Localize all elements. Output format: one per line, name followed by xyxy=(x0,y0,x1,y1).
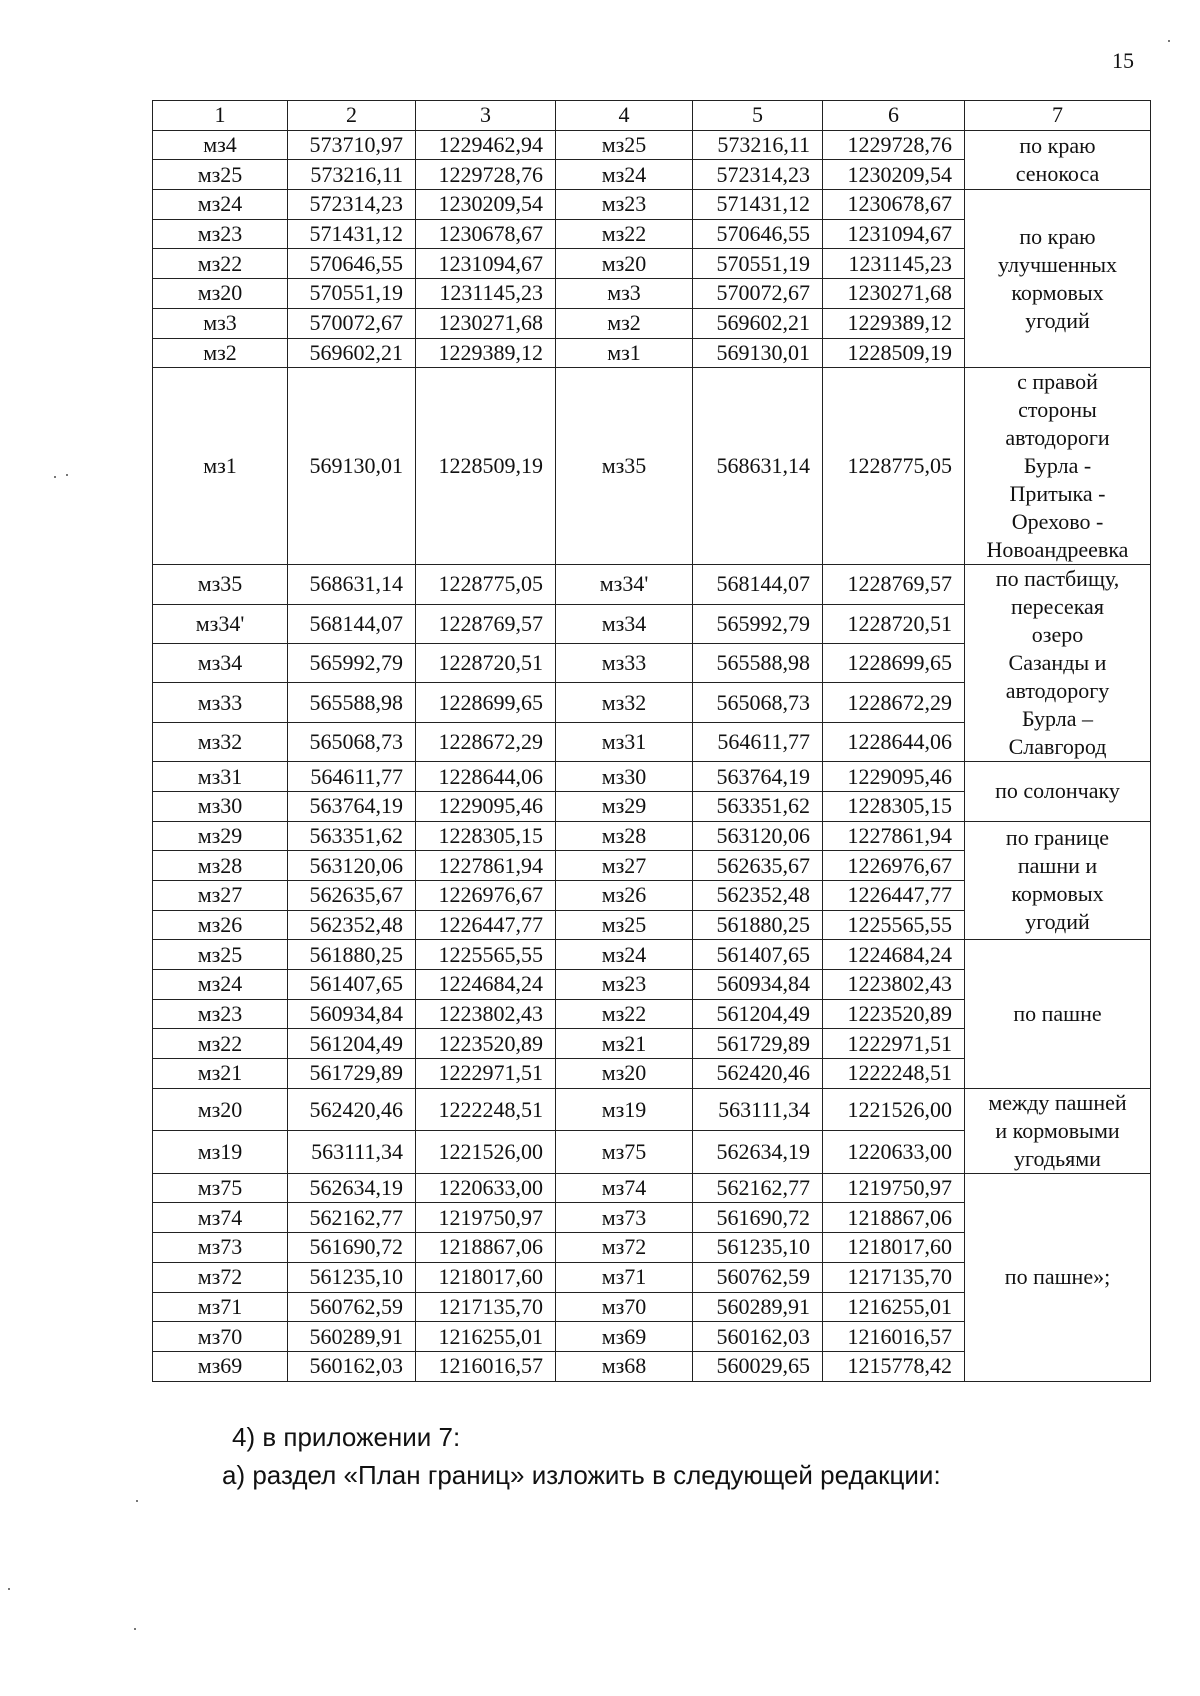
coord-y-to: 1220633,00 xyxy=(823,1131,965,1174)
coord-y-from: 1226447,77 xyxy=(416,910,556,940)
point-to: мз28 xyxy=(556,821,693,851)
coord-x-to: 562420,46 xyxy=(693,1059,823,1089)
point-from: мз70 xyxy=(153,1322,288,1352)
coord-x-from: 570072,67 xyxy=(288,308,416,338)
point-to: мз73 xyxy=(556,1203,693,1233)
point-from: мз34' xyxy=(153,604,288,643)
point-from: мз31 xyxy=(153,762,288,792)
boundary-description xyxy=(965,1088,1151,1173)
coord-x-from: 565588,98 xyxy=(288,683,416,722)
coord-x-from: 573710,97 xyxy=(288,130,416,160)
point-from: мз24 xyxy=(153,190,288,220)
point-from: мз30 xyxy=(153,791,288,821)
coord-y-to: 1229095,46 xyxy=(823,762,965,792)
coord-y-from: 1227861,94 xyxy=(416,851,556,881)
point-from: мз20 xyxy=(153,279,288,309)
coord-x-to: 565588,98 xyxy=(693,643,823,682)
description-line: стороны xyxy=(1018,397,1097,423)
coord-x-to: 560289,91 xyxy=(693,1292,823,1322)
point-from: мз74 xyxy=(153,1203,288,1233)
point-from: мз20 xyxy=(153,1088,288,1131)
description-line: улучшенных xyxy=(997,251,1118,277)
point-to: мз1 xyxy=(556,338,693,368)
coord-y-to: 1224684,24 xyxy=(823,940,965,970)
coord-x-from: 562635,67 xyxy=(288,880,416,910)
coord-y-to: 1217135,70 xyxy=(823,1262,965,1292)
table-row xyxy=(153,762,1151,792)
table-row xyxy=(153,940,1151,970)
point-from: мз73 xyxy=(153,1233,288,1263)
coord-y-from: 1218867,06 xyxy=(416,1233,556,1263)
coord-y-from: 1228720,51 xyxy=(416,643,556,682)
coord-y-to: 1219750,97 xyxy=(823,1173,965,1203)
coord-y-from: 1225565,55 xyxy=(416,940,556,970)
coord-x-from: 563764,19 xyxy=(288,791,416,821)
coord-x-to: 563120,06 xyxy=(693,821,823,851)
boundary-description xyxy=(965,130,1151,189)
point-to: мз69 xyxy=(556,1322,693,1352)
scan-speck xyxy=(134,1628,136,1630)
point-to: мз22 xyxy=(556,999,693,1029)
coord-y-to: 1230209,54 xyxy=(823,160,965,190)
point-to: мз29 xyxy=(556,791,693,821)
boundary-coordinates-table xyxy=(152,100,1151,1382)
coord-y-from: 1228644,06 xyxy=(416,762,556,792)
point-to: мз30 xyxy=(556,762,693,792)
coord-x-to: 561690,72 xyxy=(693,1203,823,1233)
description-line: по пастбищу, xyxy=(995,566,1120,592)
coord-y-to: 1228699,65 xyxy=(823,643,965,682)
coord-y-to: 1226447,77 xyxy=(823,880,965,910)
coord-x-from: 561407,65 xyxy=(288,970,416,1000)
coord-x-from: 562352,48 xyxy=(288,910,416,940)
description-line: по краю xyxy=(1019,223,1096,249)
point-to: мз21 xyxy=(556,1029,693,1059)
point-from: мз33 xyxy=(153,683,288,722)
point-to: мз24 xyxy=(556,940,693,970)
description-line: по краю xyxy=(1019,132,1096,158)
point-to: мз31 xyxy=(556,722,693,761)
coord-x-from: 563120,06 xyxy=(288,851,416,881)
table-row xyxy=(153,821,1151,851)
coord-x-from: 572314,23 xyxy=(288,190,416,220)
point-from: мз23 xyxy=(153,999,288,1029)
coord-x-to: 571431,12 xyxy=(693,190,823,220)
coord-y-to: 1223520,89 xyxy=(823,999,965,1029)
description-line: Орехово - xyxy=(1011,509,1104,535)
point-from: мз28 xyxy=(153,851,288,881)
coord-x-to: 560029,65 xyxy=(693,1351,823,1381)
boundary-description xyxy=(965,565,1151,762)
description-line: кормовых xyxy=(1011,881,1104,907)
coord-x-to: 560934,84 xyxy=(693,970,823,1000)
coord-y-to: 1228644,06 xyxy=(823,722,965,761)
coord-y-to: 1228769,57 xyxy=(823,565,965,604)
coord-x-to: 562352,48 xyxy=(693,880,823,910)
point-from: мз34 xyxy=(153,643,288,682)
coord-x-to: 562634,19 xyxy=(693,1131,823,1174)
coord-x-to: 562162,77 xyxy=(693,1173,823,1203)
coord-x-from: 569130,01 xyxy=(288,368,416,565)
coord-y-from: 1220633,00 xyxy=(416,1173,556,1203)
coord-x-from: 568144,07 xyxy=(288,604,416,643)
point-to: мз20 xyxy=(556,1059,693,1089)
coord-x-from: 563351,62 xyxy=(288,821,416,851)
column-header: 1 xyxy=(153,101,288,131)
coord-y-from: 1230271,68 xyxy=(416,308,556,338)
point-to: мз24 xyxy=(556,160,693,190)
coord-y-to: 1227861,94 xyxy=(823,821,965,851)
column-header: 3 xyxy=(416,101,556,131)
description-line: и кормовыми xyxy=(995,1117,1120,1143)
point-from: мз3 xyxy=(153,308,288,338)
point-from: мз27 xyxy=(153,880,288,910)
coord-x-to: 563764,19 xyxy=(693,762,823,792)
coord-y-from: 1216255,01 xyxy=(416,1322,556,1352)
coord-x-from: 565068,73 xyxy=(288,722,416,761)
column-header: 5 xyxy=(693,101,823,131)
coord-x-to: 570551,19 xyxy=(693,249,823,279)
coord-x-from: 560289,91 xyxy=(288,1322,416,1352)
coord-y-to: 1222248,51 xyxy=(823,1059,965,1089)
point-to: мз70 xyxy=(556,1292,693,1322)
point-to: мз68 xyxy=(556,1351,693,1381)
coord-y-to: 1216016,57 xyxy=(823,1322,965,1352)
scan-speck xyxy=(8,1588,10,1590)
point-to: мз2 xyxy=(556,308,693,338)
table-row xyxy=(153,190,1151,220)
point-to: мз20 xyxy=(556,249,693,279)
point-from: мз23 xyxy=(153,219,288,249)
coord-y-to: 1228305,15 xyxy=(823,791,965,821)
column-header: 2 xyxy=(288,101,416,131)
description-line: Новоандреевка xyxy=(986,537,1129,563)
coord-y-from: 1231145,23 xyxy=(416,279,556,309)
coord-y-to: 1228775,05 xyxy=(823,368,965,565)
coord-x-from: 562634,19 xyxy=(288,1173,416,1203)
coord-x-to: 561407,65 xyxy=(693,940,823,970)
coord-x-from: 562420,46 xyxy=(288,1088,416,1131)
point-from: мз26 xyxy=(153,910,288,940)
column-header: 6 xyxy=(823,101,965,131)
coord-x-from: 564611,77 xyxy=(288,762,416,792)
coord-y-from: 1222248,51 xyxy=(416,1088,556,1131)
description-line: с правой xyxy=(1017,369,1098,395)
coord-y-from: 1228699,65 xyxy=(416,683,556,722)
coord-y-from: 1226976,67 xyxy=(416,880,556,910)
table-row xyxy=(153,1173,1151,1203)
point-to: мз22 xyxy=(556,219,693,249)
coord-x-from: 560162,03 xyxy=(288,1351,416,1381)
column-header: 7 xyxy=(965,101,1151,131)
boundary-description xyxy=(965,190,1151,368)
point-from: мз35 xyxy=(153,565,288,604)
point-from: мз75 xyxy=(153,1173,288,1203)
point-to: мз23 xyxy=(556,970,693,1000)
description-line: пашни и xyxy=(1017,853,1098,879)
point-from: мз4 xyxy=(153,130,288,160)
coord-x-from: 569602,21 xyxy=(288,338,416,368)
coord-x-to: 560762,59 xyxy=(693,1262,823,1292)
description-line: по границе xyxy=(1005,825,1110,851)
coord-y-from: 1228509,19 xyxy=(416,368,556,565)
point-to: мз34' xyxy=(556,565,693,604)
amendment-item: 4) в приложении 7: xyxy=(232,1422,461,1452)
description-line: автодороги xyxy=(1005,425,1110,451)
coord-y-to: 1221526,00 xyxy=(823,1088,965,1131)
boundary-description xyxy=(965,762,1151,821)
coord-y-from: 1216016,57 xyxy=(416,1351,556,1381)
coord-y-to: 1218867,06 xyxy=(823,1203,965,1233)
description-line: между пашней xyxy=(988,1089,1127,1115)
amendment-subitem: а) раздел «План границ» изложить в следующей редакции: xyxy=(222,1460,941,1490)
coord-x-to: 572314,23 xyxy=(693,160,823,190)
description-line: по пашне»; xyxy=(1004,1264,1111,1290)
point-to: мз25 xyxy=(556,130,693,160)
coord-x-to: 569130,01 xyxy=(693,338,823,368)
point-from: мз72 xyxy=(153,1262,288,1292)
coord-x-from: 560762,59 xyxy=(288,1292,416,1322)
point-from: мз32 xyxy=(153,722,288,761)
coord-x-to: 568631,14 xyxy=(693,368,823,565)
coord-x-to: 563351,62 xyxy=(693,791,823,821)
coord-x-from: 571431,12 xyxy=(288,219,416,249)
description-line: угодий xyxy=(1025,909,1090,935)
coord-x-to: 570646,55 xyxy=(693,219,823,249)
coord-x-from: 568631,14 xyxy=(288,565,416,604)
coord-y-from: 1221526,00 xyxy=(416,1131,556,1174)
coord-x-from: 573216,11 xyxy=(288,160,416,190)
coord-x-to: 562635,67 xyxy=(693,851,823,881)
coord-y-to: 1230678,67 xyxy=(823,190,965,220)
coord-y-to: 1223802,43 xyxy=(823,970,965,1000)
point-to: мз74 xyxy=(556,1173,693,1203)
coord-x-from: 561729,89 xyxy=(288,1059,416,1089)
coord-x-from: 561690,72 xyxy=(288,1233,416,1263)
table-row xyxy=(153,130,1151,160)
point-from: мз2 xyxy=(153,338,288,368)
coord-y-to: 1228509,19 xyxy=(823,338,965,368)
scan-speck xyxy=(66,474,68,476)
description-line: по пашне xyxy=(1013,1001,1102,1027)
point-from: мз21 xyxy=(153,1059,288,1089)
coord-y-from: 1229095,46 xyxy=(416,791,556,821)
coord-y-from: 1228305,15 xyxy=(416,821,556,851)
coord-y-from: 1230678,67 xyxy=(416,219,556,249)
coord-y-from: 1228672,29 xyxy=(416,722,556,761)
point-to: мз33 xyxy=(556,643,693,682)
coord-y-to: 1228672,29 xyxy=(823,683,965,722)
coord-x-to: 561204,49 xyxy=(693,999,823,1029)
boundary-description xyxy=(965,940,1151,1088)
coord-y-to: 1228720,51 xyxy=(823,604,965,643)
point-from: мз22 xyxy=(153,1029,288,1059)
point-to: мз34 xyxy=(556,604,693,643)
footer-text xyxy=(222,1418,941,1494)
table-header-row xyxy=(153,101,1151,131)
point-from: мз25 xyxy=(153,940,288,970)
coord-x-from: 561880,25 xyxy=(288,940,416,970)
coord-y-from: 1228775,05 xyxy=(416,565,556,604)
description-line: Сазанды и xyxy=(1008,650,1107,676)
coord-x-from: 561204,49 xyxy=(288,1029,416,1059)
boundary-description xyxy=(965,821,1151,940)
table-row xyxy=(153,1088,1151,1131)
point-from: мз71 xyxy=(153,1292,288,1322)
coord-x-to: 573216,11 xyxy=(693,130,823,160)
coord-x-to: 563111,34 xyxy=(693,1088,823,1131)
coord-x-to: 560162,03 xyxy=(693,1322,823,1352)
description-line: озеро xyxy=(1031,622,1084,648)
coord-y-to: 1229728,76 xyxy=(823,130,965,160)
coord-y-from: 1218017,60 xyxy=(416,1262,556,1292)
point-from: мз1 xyxy=(153,368,288,565)
coord-x-to: 561235,10 xyxy=(693,1233,823,1263)
coord-y-from: 1219750,97 xyxy=(416,1203,556,1233)
description-line: Притыка - xyxy=(1009,481,1106,507)
coord-y-to: 1218017,60 xyxy=(823,1233,965,1263)
coord-x-to: 564611,77 xyxy=(693,722,823,761)
point-from: мз25 xyxy=(153,160,288,190)
coord-y-to: 1215778,42 xyxy=(823,1351,965,1381)
description-line: по солончаку xyxy=(995,778,1120,804)
point-to: мз32 xyxy=(556,683,693,722)
point-from: мз24 xyxy=(153,970,288,1000)
point-to: мз71 xyxy=(556,1262,693,1292)
coord-y-from: 1231094,67 xyxy=(416,249,556,279)
coord-y-from: 1217135,70 xyxy=(416,1292,556,1322)
point-to: мз19 xyxy=(556,1088,693,1131)
boundary-description xyxy=(965,1173,1151,1381)
description-line: сенокоса xyxy=(1015,160,1100,186)
coord-x-from: 570551,19 xyxy=(288,279,416,309)
page-number: 15 xyxy=(1112,48,1134,73)
description-line: кормовых xyxy=(1011,279,1104,305)
coord-x-to: 570072,67 xyxy=(693,279,823,309)
coord-y-from: 1223802,43 xyxy=(416,999,556,1029)
scan-speck xyxy=(54,476,56,478)
point-to: мз26 xyxy=(556,880,693,910)
coord-x-to: 569602,21 xyxy=(693,308,823,338)
coord-y-from: 1223520,89 xyxy=(416,1029,556,1059)
scan-speck xyxy=(136,1500,138,1502)
table-body xyxy=(153,130,1151,1381)
description-line: пересекая xyxy=(1011,594,1104,620)
coord-x-to: 561729,89 xyxy=(693,1029,823,1059)
coord-y-to: 1231145,23 xyxy=(823,249,965,279)
coord-y-from: 1228769,57 xyxy=(416,604,556,643)
point-to: мз72 xyxy=(556,1233,693,1263)
coord-y-from: 1230209,54 xyxy=(416,190,556,220)
coord-y-to: 1226976,67 xyxy=(823,851,965,881)
coord-y-to: 1229389,12 xyxy=(823,308,965,338)
coord-x-from: 570646,55 xyxy=(288,249,416,279)
coord-x-to: 568144,07 xyxy=(693,565,823,604)
column-header: 4 xyxy=(556,101,693,131)
coord-y-to: 1216255,01 xyxy=(823,1292,965,1322)
coord-x-to: 561880,25 xyxy=(693,910,823,940)
coord-y-from: 1229728,76 xyxy=(416,160,556,190)
coord-y-from: 1224684,24 xyxy=(416,970,556,1000)
boundary-description xyxy=(965,368,1151,565)
description-line: угодьями xyxy=(1014,1145,1101,1171)
point-from: мз22 xyxy=(153,249,288,279)
point-from: мз69 xyxy=(153,1351,288,1381)
coord-x-to: 565068,73 xyxy=(693,683,823,722)
table-row xyxy=(153,565,1151,604)
description-line: Бурла - xyxy=(1023,453,1092,479)
point-to: мз75 xyxy=(556,1131,693,1174)
description-line: Славгород xyxy=(1008,734,1107,760)
point-to: мз3 xyxy=(556,279,693,309)
coord-y-to: 1231094,67 xyxy=(823,219,965,249)
coord-y-to: 1230271,68 xyxy=(823,279,965,309)
point-from: мз19 xyxy=(153,1131,288,1174)
coord-x-from: 562162,77 xyxy=(288,1203,416,1233)
coord-y-to: 1222971,51 xyxy=(823,1029,965,1059)
description-line: Бурла – xyxy=(1021,706,1094,732)
coord-x-from: 561235,10 xyxy=(288,1262,416,1292)
point-to: мз27 xyxy=(556,851,693,881)
table-row xyxy=(153,368,1151,565)
description-line: автодорогу xyxy=(1005,678,1110,704)
coord-y-to: 1225565,55 xyxy=(823,910,965,940)
coord-x-to: 565992,79 xyxy=(693,604,823,643)
point-to: мз25 xyxy=(556,910,693,940)
coord-x-from: 565992,79 xyxy=(288,643,416,682)
point-from: мз29 xyxy=(153,821,288,851)
coord-y-from: 1229462,94 xyxy=(416,130,556,160)
coord-x-from: 563111,34 xyxy=(288,1131,416,1174)
coord-y-from: 1229389,12 xyxy=(416,338,556,368)
scan-speck xyxy=(1168,40,1170,42)
coord-y-from: 1222971,51 xyxy=(416,1059,556,1089)
coord-x-from: 560934,84 xyxy=(288,999,416,1029)
point-to: мз35 xyxy=(556,368,693,565)
point-to: мз23 xyxy=(556,190,693,220)
description-line: угодий xyxy=(1025,307,1090,333)
